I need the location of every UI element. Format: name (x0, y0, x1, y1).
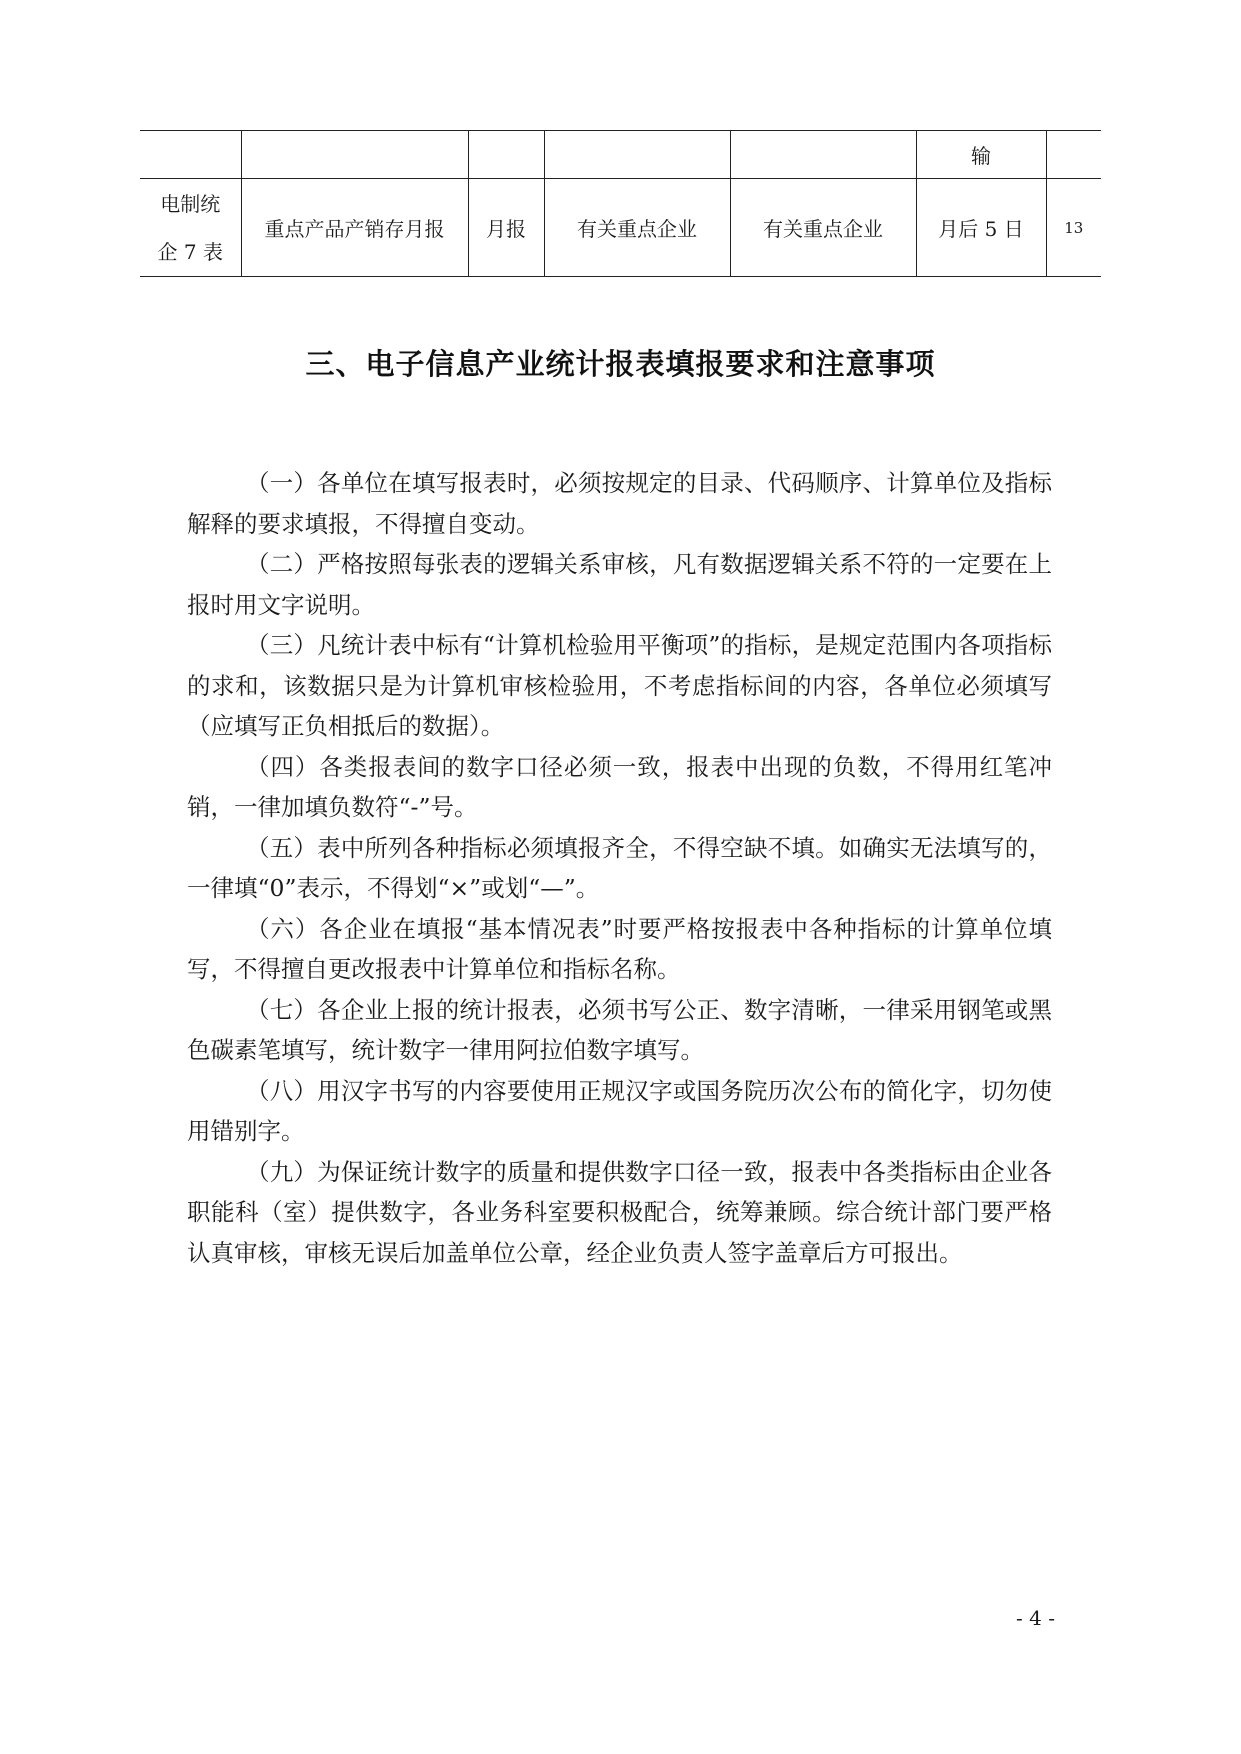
table-code-line: 电制统 (160, 191, 221, 216)
table-row (140, 179, 1101, 277)
paragraph: （一）各单位在填写报表时，必须按规定的目录、代码顺序、计算单位及指标解释的要求填报，不得擅自变动。 (187, 469, 1052, 538)
table-cell (241, 131, 468, 179)
section-heading: 三、电子信息产业统计报表填报要求和注意事项 (305, 347, 936, 381)
table-cell (544, 131, 730, 179)
table-report-name-cell: 重点产品产销存月报 (241, 179, 468, 277)
page-number: - 4 - (1016, 1606, 1055, 1630)
paragraph: （九）为保证统计数字的质量和提供数字口径一致，报表中各类指标由企业各职能科（室）提供数字，各业务科室要积极配合，统筹兼顾。综合统计部门要严格认真审核，审核无误后加盖单位公章，经企业负责人签字盖章后方可报出。 (187, 1157, 1052, 1267)
table-cell (1046, 131, 1101, 179)
report-table (140, 130, 1101, 277)
table-cell (140, 131, 241, 179)
table-scope-cell: 有关重点企业 (544, 179, 730, 277)
table-deadline-cell: 月后 5 日 (916, 179, 1046, 277)
paragraph: （二）严格按照每张表的逻辑关系审核，凡有数据逻辑关系不符的一定要在上报时用文字说明。 (187, 550, 1052, 619)
paragraph: （八）用汉字书写的内容要使用正规汉字或国务院历次公布的简化字，切勿使用错别字。 (187, 1076, 1052, 1145)
table-unit-cell: 有关重点企业 (730, 179, 916, 277)
paragraph: （四）各类报表间的数字口径必须一致，报表中出现的负数，不得用红笔冲销，一律加填负数符“-”号。 (187, 752, 1052, 821)
paragraph: （六）各企业在填报“基本情况表”时要严格按报表中各种指标的计算单位填写，不得擅自更改报表中计算单位和指标名称。 (187, 914, 1052, 983)
table-code-line: 企 7 表 (157, 239, 223, 264)
table-period-cell: 月报 (468, 179, 544, 277)
table-cell (730, 131, 916, 179)
table-row-continued (140, 131, 1101, 179)
table-cell: 输 (916, 131, 1046, 179)
body-text (187, 463, 1052, 1273)
table-cell (468, 131, 544, 179)
paragraph: （五）表中所列各种指标必须填报齐全，不得空缺不填。如确实无法填写的，一律填“0”表示，不得划“×”或划“—”。 (187, 833, 1052, 902)
paragraph: （七）各企业上报的统计报表，必须书写公正、数字清晰，一律采用钢笔或黑色碳素笔填写，统计数字一律用阿拉伯数字填写。 (187, 995, 1052, 1064)
paragraph: （三）凡统计表中标有“计算机检验用平衡项”的指标，是规定范围内各项指标的求和，该数据只是为计算机审核检验用，不考虑指标间的内容，各单位必须填写（应填写正负相抵后的数据）。 (187, 631, 1052, 740)
table-code-cell (140, 179, 241, 277)
table-page-cell: 13 (1046, 179, 1101, 277)
